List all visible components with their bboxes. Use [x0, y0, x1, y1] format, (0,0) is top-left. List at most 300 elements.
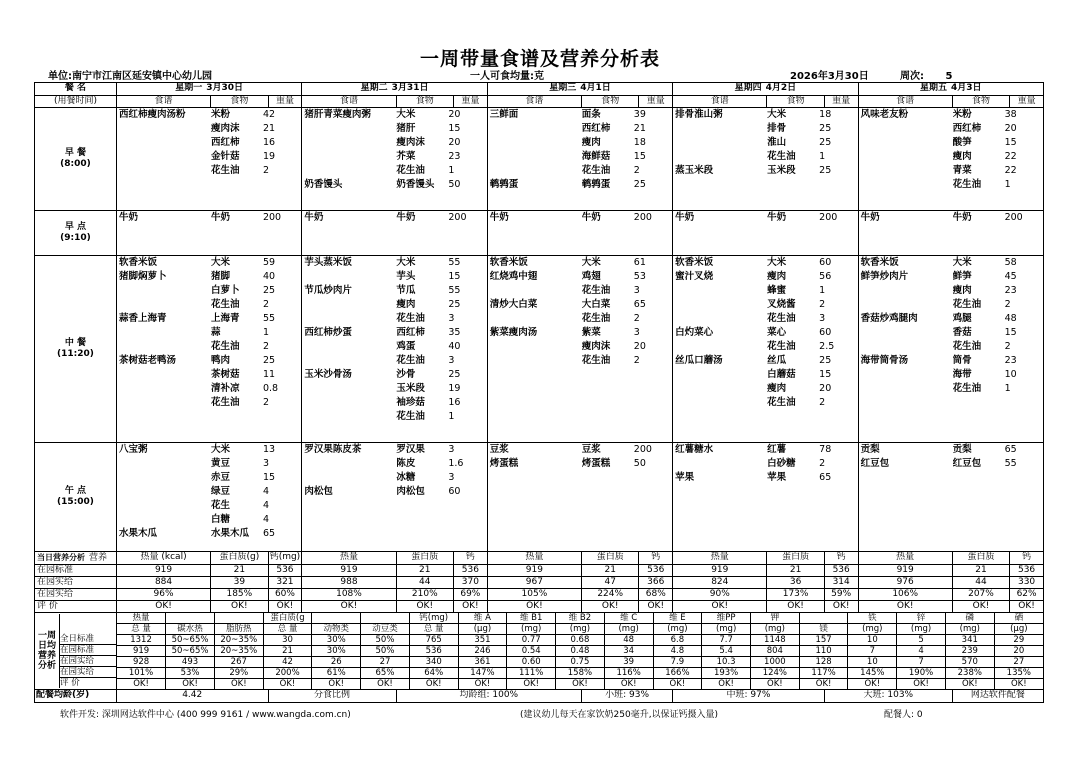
big-class: 大班: 103% — [824, 690, 952, 703]
weekly-value: 锌 — [897, 613, 946, 624]
weekly-value: 动豆类 — [361, 624, 410, 635]
dish-name — [117, 457, 211, 471]
weekly-value: 928 — [117, 657, 166, 668]
dish-name — [117, 326, 211, 340]
recipe-line — [302, 270, 486, 284]
recipe-line — [673, 457, 857, 471]
dish-name: 豆浆 — [489, 444, 509, 455]
food-weight: 2 — [262, 397, 269, 408]
recipe-line — [859, 150, 1043, 164]
food-name: 冰糖 — [396, 472, 416, 483]
food-name: 大米 — [952, 257, 972, 268]
dish-name — [488, 164, 582, 178]
food-name: 香菇 — [952, 327, 972, 338]
meal-time: (15:00) — [57, 497, 94, 507]
food-name: 瘦肉沫 — [210, 123, 240, 134]
recipe-line — [859, 108, 1043, 122]
weekly-value: 维 C — [604, 613, 653, 624]
recipe-line — [673, 354, 857, 368]
food-name: 白砂糖 — [767, 458, 796, 469]
weekly-value: 5.4 — [702, 646, 751, 657]
weekly-value: 351 — [458, 635, 507, 646]
food-name: 大米 — [210, 444, 230, 455]
day-header — [302, 83, 487, 96]
weekly-value: OK! — [556, 679, 605, 690]
food-name: 花生油 — [767, 151, 796, 162]
daily-row-label: 评 价 — [35, 601, 117, 613]
food-name: 大米 — [767, 109, 787, 120]
weekly-label-table — [35, 614, 116, 688]
dish-name — [859, 164, 953, 178]
dish-name — [117, 122, 211, 136]
weekly-value: 48 — [604, 635, 653, 646]
food-name: 大白菜 — [581, 299, 611, 310]
recipe-line — [117, 485, 301, 499]
weekly-value: OK! — [507, 679, 556, 690]
day-meal-cell — [302, 108, 487, 211]
dish-name — [859, 150, 953, 164]
food-name: 青菜 — [952, 165, 972, 176]
food-name: 牛奶 — [952, 212, 972, 223]
weekly-value: (mg) — [556, 624, 605, 635]
food-name: 沙骨 — [396, 369, 416, 380]
weekly-line — [117, 613, 1043, 624]
weekly-value: 维 A — [458, 613, 507, 624]
food-name: 绿豆 — [210, 486, 230, 497]
weekly-value: OK! — [117, 679, 166, 690]
dish-name: 猪脚焖萝卜 — [118, 271, 167, 282]
dish-name — [117, 513, 211, 527]
food-weight: 65 — [262, 528, 276, 539]
food-weight: 16 — [448, 397, 461, 408]
weekly-value: OK! — [361, 679, 410, 690]
food-name: 面条 — [581, 109, 601, 120]
recipe-line — [673, 396, 857, 410]
daily-value: 68% — [639, 589, 673, 601]
weekly-value: 29% — [214, 668, 263, 679]
daily-value: 919 — [116, 565, 210, 577]
recipe-line — [117, 499, 301, 513]
meal-name: 早 点 — [64, 222, 87, 232]
dish-name — [302, 396, 396, 410]
dish-name: 苹果 — [675, 472, 695, 483]
day-label: 星期三 — [549, 83, 577, 93]
weekly-value: 145% — [848, 668, 897, 679]
food-name: 赤豆 — [210, 472, 230, 483]
daily-value: 21 — [952, 565, 1009, 577]
food-name: 海带 — [952, 369, 972, 380]
daily-value: OK! — [582, 601, 639, 613]
day-header — [858, 83, 1043, 96]
weekly-value: 7 — [897, 657, 946, 668]
day-meal-cell — [302, 443, 487, 552]
food-name: 鸡蛋 — [396, 341, 416, 352]
weekly-row-label: 在园标准 — [60, 644, 116, 655]
weekly-value: (μg) — [458, 624, 507, 635]
dish-name — [302, 270, 396, 284]
daily-value: 39 — [211, 577, 268, 589]
recipe-line — [673, 108, 857, 122]
food-name: 金针菇 — [210, 151, 240, 162]
daily-value: OK! — [302, 601, 396, 613]
dish-name — [117, 150, 211, 164]
day-meal-cell — [673, 256, 858, 443]
daily-value: OK! — [396, 601, 453, 613]
weekly-value — [312, 613, 361, 624]
food-weight: 25 — [633, 179, 646, 190]
weekly-value: (μg) — [994, 624, 1043, 635]
recipe-col-header: 食谱 — [673, 96, 767, 108]
food-weight: 25 — [819, 355, 832, 366]
weekly-value: 硒 — [994, 613, 1043, 624]
weekly-value: 10 — [848, 635, 897, 646]
unit-name: 南宁市江南区延安镇中心幼儿园 — [72, 71, 212, 82]
recipe-line — [859, 368, 1043, 382]
food-weight: 55 — [448, 257, 461, 268]
daily-value: 207% — [952, 589, 1009, 601]
recipe-line — [673, 136, 857, 150]
dish-name — [117, 485, 211, 499]
weekly-value: 0.77 — [507, 635, 556, 646]
food-col-header: 食物 — [211, 96, 268, 108]
food-weight: 25 — [262, 285, 276, 296]
weight-col-header: 重量 — [824, 96, 858, 108]
middle-class: 中班: 97% — [673, 690, 825, 703]
weekly-value: OK! — [312, 679, 361, 690]
weekly-value: 维 E — [653, 613, 702, 624]
daily-value: 366 — [639, 577, 673, 589]
weekly-value: 4 — [897, 646, 946, 657]
recipe-line — [117, 298, 301, 312]
food-name: 花生油 — [210, 165, 240, 176]
daily-value: OK! — [211, 601, 268, 613]
recipe-line — [673, 312, 857, 326]
day-meal-cell — [116, 108, 301, 211]
dish-name — [488, 122, 582, 136]
recipe-line — [117, 150, 301, 164]
day-label: 星期一 — [175, 83, 203, 93]
weight-col-header: 重量 — [268, 96, 302, 108]
food-name: 花生油 — [210, 341, 240, 352]
food-weight: 3 — [448, 472, 455, 483]
weekly-value: 39 — [604, 657, 653, 668]
recipe-line — [859, 136, 1043, 150]
food-weight: 13 — [262, 444, 276, 455]
daily-value: 919 — [673, 565, 767, 577]
dish-name: 软香米饭 — [860, 257, 899, 268]
recipe-line — [673, 443, 857, 457]
dish-name — [117, 164, 211, 178]
food-name: 花生油 — [581, 165, 611, 176]
daily-value: 21 — [211, 565, 268, 577]
weekly-value: 919 — [117, 646, 166, 657]
food-name: 大米 — [767, 257, 787, 268]
food-name: 花生油 — [767, 341, 796, 352]
daily-value: 173% — [767, 589, 824, 601]
weekly-line — [117, 635, 1043, 646]
weekly-value: OK! — [750, 679, 799, 690]
dish-name — [302, 457, 396, 471]
day-header — [116, 83, 301, 96]
weekly-value: 65% — [361, 668, 410, 679]
weekly-value: 总 量 — [409, 624, 458, 635]
food-weight: 2.5 — [819, 341, 835, 352]
recipe-line — [488, 178, 672, 192]
weekly-row-labels — [60, 614, 116, 688]
recipe-line — [673, 256, 857, 270]
food-name: 排骨 — [767, 123, 787, 134]
food-weight: 2 — [633, 313, 640, 324]
dish-name — [673, 396, 767, 410]
weekly-value — [166, 613, 215, 624]
weekly-value: OK! — [458, 679, 507, 690]
weekly-value: 20 — [994, 646, 1043, 657]
weekly-value: 29 — [994, 635, 1043, 646]
food-weight: 58 — [1004, 257, 1017, 268]
food-weight: 15 — [262, 472, 276, 483]
recipe-line — [859, 382, 1043, 396]
day-date: 3月30日 — [206, 83, 244, 93]
food-col-header: 食物 — [396, 96, 453, 108]
food-weight: 23 — [448, 151, 461, 162]
food-name: 白萝卜 — [210, 285, 240, 296]
weekly-value: 27 — [994, 657, 1043, 668]
recipe-line — [302, 354, 486, 368]
day-date: 4月3日 — [951, 83, 982, 93]
weekly-value: 64% — [409, 668, 458, 679]
weekly-table — [117, 613, 1043, 689]
day-header — [673, 83, 858, 96]
meal-name: 午 点 — [64, 486, 87, 496]
daily-value: 967 — [487, 577, 581, 589]
food-weight: 1 — [448, 165, 455, 176]
weekly-value: 166% — [653, 668, 702, 679]
recipe-line — [117, 270, 301, 284]
recipe-line — [859, 270, 1043, 284]
weekly-value: 钾 — [750, 613, 799, 624]
daily-value: 976 — [858, 577, 952, 589]
food-name: 猪肝 — [396, 123, 416, 134]
food-weight: 53 — [633, 271, 646, 282]
recipe-line — [302, 108, 486, 122]
daily-value: 321 — [268, 577, 302, 589]
weekly-value: (mg) — [702, 624, 751, 635]
food-weight: 0.8 — [262, 383, 279, 394]
food-weight: 200 — [262, 212, 282, 223]
daily-value: OK! — [487, 601, 581, 613]
weekly-value: 493 — [166, 657, 215, 668]
food-name: 罗汉果 — [396, 444, 425, 455]
weekly-value: 110 — [799, 646, 848, 657]
food-name: 苹果 — [767, 472, 787, 483]
recipe-line — [488, 211, 672, 225]
weight-col-header: 重量 — [639, 96, 673, 108]
food-weight: 3 — [819, 313, 826, 324]
dish-name — [673, 150, 767, 164]
meal-row — [35, 108, 1044, 211]
weekly-value: 7 — [848, 646, 897, 657]
weekly-value: 570 — [945, 657, 994, 668]
day-meal-cell — [673, 108, 858, 211]
weekly-row-label: 在园实给 — [60, 666, 116, 677]
dish-name: 牛奶 — [304, 212, 324, 223]
recipe-line — [302, 410, 486, 424]
day-meal-cell — [116, 443, 301, 552]
food-name: 花生油 — [581, 285, 611, 296]
daily-value: OK! — [767, 601, 824, 613]
food-weight: 25 — [448, 369, 461, 380]
weekly-value: 42 — [263, 657, 312, 668]
dish-name — [488, 150, 582, 164]
food-name: 玉米段 — [396, 383, 425, 394]
weekly-value: 200% — [263, 668, 312, 679]
food-weight: 15 — [448, 123, 461, 134]
food-weight: 20 — [448, 109, 461, 120]
dish-name — [488, 312, 582, 326]
dish-name: 排骨淮山粥 — [675, 109, 723, 120]
week-info — [900, 67, 952, 82]
daily-value: 21 — [582, 565, 639, 577]
food-col-header: 食物 — [767, 96, 824, 108]
food-name: 瘦肉沫 — [581, 341, 611, 352]
recipe-line — [302, 382, 486, 396]
daily-value: 21 — [767, 565, 824, 577]
food-name: 西红柿 — [210, 137, 240, 148]
food-name: 西红柿 — [581, 123, 611, 134]
dish-name: 蒸玉米段 — [675, 165, 714, 176]
food-weight: 200 — [448, 212, 467, 223]
weekly-value: 53% — [166, 668, 215, 679]
food-name: 豆浆 — [581, 444, 601, 455]
dish-name — [673, 312, 767, 326]
weekly-value: 26 — [312, 657, 361, 668]
weekly-value: 维PP — [702, 613, 751, 624]
weekly-values-cell — [116, 613, 1043, 690]
dish-name — [859, 284, 953, 298]
weekly-value: 0.68 — [556, 635, 605, 646]
food-weight: 19 — [262, 151, 276, 162]
food-name: 茶树菇 — [210, 369, 240, 380]
weekly-value: 铁 — [848, 613, 897, 624]
recipe-line — [302, 122, 486, 136]
dish-name — [302, 122, 396, 136]
weekly-value: 50% — [361, 635, 410, 646]
dish-name: 水果木瓜 — [118, 528, 157, 539]
food-weight: 1 — [448, 411, 455, 422]
dish-name — [302, 150, 396, 164]
daily-value: 钙(mg) — [268, 552, 302, 565]
weekly-value: (mg) — [750, 624, 799, 635]
daily-value: 919 — [487, 565, 581, 577]
daily-row-label: 在园实给 — [35, 577, 117, 589]
daily-value: 蛋白质 — [582, 552, 639, 565]
weekly-row-label: 全日标准 — [60, 634, 95, 644]
weekly-value: OK! — [604, 679, 653, 690]
weekly-value: (mg) — [945, 624, 994, 635]
weekly-value: 50% — [361, 646, 410, 657]
food-name: 海鲜菇 — [581, 151, 611, 162]
food-weight: 2 — [262, 341, 269, 352]
dish-name — [117, 382, 211, 396]
unit-label: 单位: — [48, 71, 72, 82]
food-weight: 18 — [633, 137, 646, 148]
dish-name: 烤蛋糕 — [489, 458, 519, 469]
daily-value: 536 — [268, 565, 302, 577]
weekly-value: 5 — [897, 635, 946, 646]
dish-name: 香菇炒鸡腿肉 — [860, 313, 918, 324]
meal-time-header: (用餐时间) — [35, 96, 117, 108]
food-name: 花生油 — [581, 355, 611, 366]
dish-name: 软香米饭 — [489, 257, 528, 268]
weekly-value: 1000 — [750, 657, 799, 668]
daily-value: 370 — [453, 577, 487, 589]
food-weight: 200 — [1004, 212, 1023, 223]
food-name: 蜂蜜 — [767, 285, 787, 296]
recipe-line — [673, 326, 857, 340]
day-meal-cell — [487, 108, 672, 211]
day-meal-cell — [302, 211, 487, 256]
food-name: 花生油 — [581, 313, 611, 324]
dish-name: 芋头蒸米饭 — [304, 257, 352, 268]
food-name: 瘦肉 — [952, 285, 972, 296]
age-label: 配餐均龄(岁) — [35, 690, 117, 703]
recipe-line — [117, 122, 301, 136]
food-weight: 20 — [633, 341, 646, 352]
dish-name — [673, 368, 767, 382]
food-name: 花生油 — [952, 383, 982, 394]
sheet-date: 2026年3月30日 — [790, 71, 869, 82]
recipe-line — [302, 443, 486, 457]
day-date: 3月31日 — [391, 83, 429, 93]
recipe-line — [117, 108, 301, 122]
daily-value: 60% — [268, 589, 302, 601]
food-weight: 2 — [262, 165, 269, 176]
split-label: 分食比例 — [268, 690, 396, 703]
food-name: 瘦肉 — [581, 137, 601, 148]
food-weight: 55 — [448, 285, 461, 296]
dish-name — [117, 340, 211, 354]
recipe-line — [859, 354, 1043, 368]
day-label: 星期五 — [920, 83, 948, 93]
daily-value: 蛋白质 — [396, 552, 453, 565]
weekly-value: 30 — [263, 635, 312, 646]
dish-name — [859, 178, 953, 192]
daily-value: OK! — [952, 601, 1009, 613]
daily-value: 106% — [858, 589, 952, 601]
dish-name: 肉松包 — [304, 486, 333, 497]
footer-developer: 软件开发: 深圳网达软件中心 (400 999 9161 / www.wangda.com.cn) — [60, 710, 351, 720]
meal-time: (9:10) — [60, 233, 91, 243]
weekly-value: 30% — [312, 635, 361, 646]
meal-name: 中 餐 — [64, 338, 87, 348]
food-weight: 23 — [1004, 285, 1017, 296]
weekly-value: 10.3 — [702, 657, 751, 668]
weekly-value: 钙(mg) — [409, 613, 458, 624]
food-weight: 56 — [819, 271, 832, 282]
recipe-line — [859, 443, 1043, 457]
weekly-group-title: 一周日均营养分析 — [35, 614, 60, 688]
age-value: 4.42 — [116, 690, 268, 703]
food-weight: 1.6 — [448, 458, 464, 469]
recipe-line — [117, 513, 301, 527]
meal-row — [35, 211, 1044, 256]
recipe-line — [673, 298, 857, 312]
food-weight: 22 — [1004, 165, 1017, 176]
daily-value: OK! — [858, 601, 952, 613]
weekly-value: 340 — [409, 657, 458, 668]
dish-name: 红烧鸡中翅 — [489, 271, 538, 282]
food-weight: 200 — [633, 444, 652, 455]
